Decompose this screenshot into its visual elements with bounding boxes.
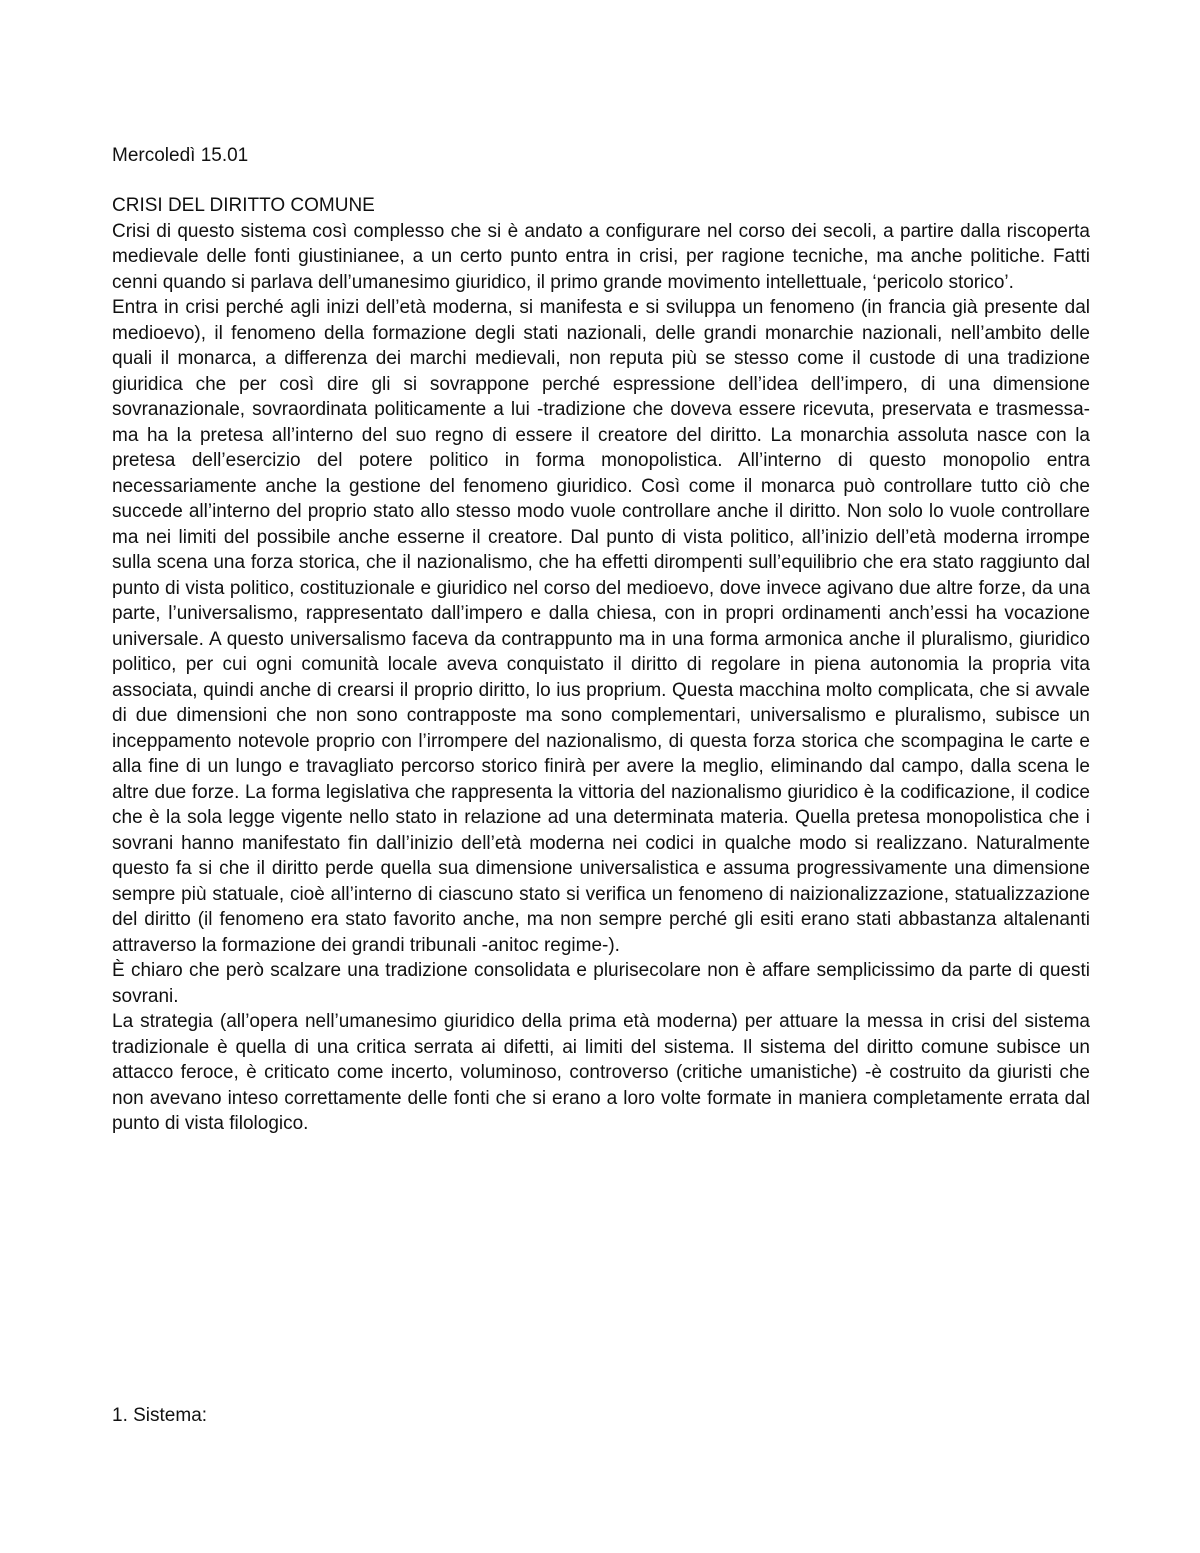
section-heading: CRISI DEL DIRITTO COMUNE [112, 195, 375, 216]
document-body [112, 193, 1090, 1137]
paragraph-short: È chiaro che però scalzare una tradizione consolidata e plurisecolare non è affare semplicissimo da parte di questi sovrani. [112, 960, 1090, 1007]
paragraph-main: Entra in crisi perché agli inizi dell’età moderna, si manifesta e si sviluppa un fenomeno (in francia già presente dal medioevo), il fenomeno della formazione degli stati nazionali, delle grandi monarchie nazionali, nell’ambito delle quali il monarca, a differenza dei marchi medievali, non reputa più se stesso come il custode di una tradizione giuridica che per così dire gli si sovrappone perché espressione dell’idea dell’impero, di una dimensione sovranazionale, sovraordinata politicamente a lui -tradizione che doveva essere ricevuta, preservata e trasmessa- ma ha la pretesa all’interno del suo regno di essere il creatore del diritto. La monarchia assoluta nasce con la pretesa dell’esercizio del potere politico in forma monopolistica. All’interno di questo monopolio entra necessariamente anche la gestione del fenomeno giuridico. Così come il monarca può controllare tutto ciò che succede all’interno del proprio stato allo stesso modo vuole controllare anche il diritto. Non solo lo vuole controllare ma nei limiti del possibile anche esserne il creatore. Dal punto di vista politico, all’inizio dell’età moderna irrompe sulla scena una forza storica, che il nazionalismo, che ha effetti dirompenti sull’equilibrio che era stato raggiunto dal punto di vista politico, costituzionale e giuridico nel corso del medioevo, dove invece agivano due altre forze, da una parte, l’universalismo, rappresentato dall’impero e dalla chiesa, con in propri ordinamenti anch’essi ha vocazione universale. A questo universalismo faceva da contrappunto ma in una forma armonica anche il pluralismo, giuridico politico, per cui ogni comunità locale aveva conquistato il diritto di regolare in piena autonomia la propria vita associata, quindi anche di crearsi il proprio diritto, lo ius proprium. Questa macchina molto complicata, che si avvale di due dimensioni che non sono contrapposte ma sono complementari, universalismo e pluralismo, subisce un inceppamento notevole proprio con l’irrompere del nazionalismo, di questa forza storica che scompagina le carte e alla fine di un lungo e travagliato percorso storico finirà per avere la meglio, eliminando dal campo, dalla scena le altre due forze. La forma legislativa che rappresenta la vittoria del nazionalismo giuridico è la codificazione, il codice che è la sola legge vigente nello stato in relazione ad una determinata materia. Quella pretesa monopolistica che i sovrani hanno manifestato fin dall’inizio dell’età moderna nei codici in qualche modo si realizzano. Naturalmente questo fa si che il diritto perde quella sua dimensione universalistica e assuma progressivamente una dimensione sempre più statuale, cioè all’interno di ciascuno stato si verifica un fenomeno di naizionalizzazione, statualizzazione del diritto (il fenomeno era stato favorito anche, ma non sempre perché gli esiti erano stati abbastanza altalenanti attraverso la formazione dei grandi tribunali -anitoc regime-). [112, 297, 1090, 956]
paragraph-strategy: La strategia (all’opera nell’umanesimo giuridico della prima età moderna) per attuare la messa in crisi del sistema tradizionale è quella di una critica serrata ai difetti, ai limiti del sistema. Il sistema del diritto comune subisce un attacco feroce, è criticato come incerto, voluminoso, controverso (critiche umanistiche) -è costruito da giuristi che non avevano inteso correttamente delle fonti che si erano a loro volte formate in maniera completamente errata dal punto di vista filologico. [112, 1011, 1090, 1134]
list-item-sistema: 1. Sistema: [112, 1405, 208, 1426]
paragraph-intro: Crisi di questo sistema così complesso che si è andato a configurare nel corso dei secoli, a partire dalla riscoperta medievale delle fonti giustinianee, a un certo punto entra in crisi, per ragione tecniche, ma anche politiche. Fatti cenni quando si parlava dell’umanesimo giuridico, il primo grande movimento intellettuale, ‘pericolo storico’. [112, 220, 1090, 293]
lecture-date: Mercoledì 15.01 [112, 145, 249, 166]
